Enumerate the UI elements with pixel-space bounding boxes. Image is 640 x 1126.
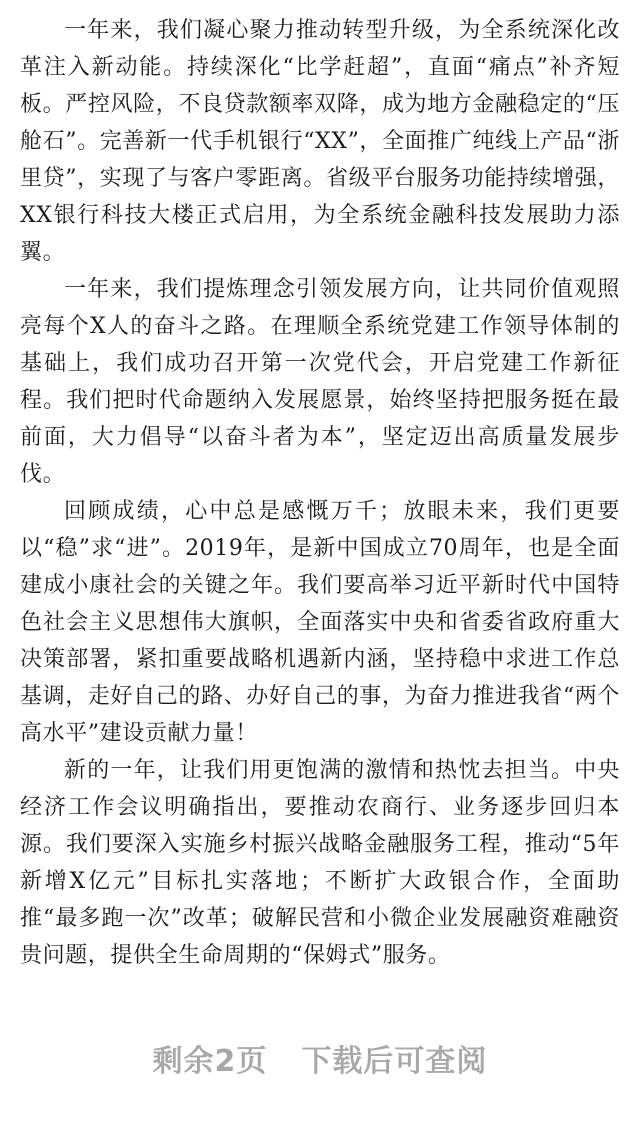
document-body <box>20 12 620 974</box>
paragraph-new-year: 新的一年，让我们用更饱满的激情和热忱去担当。中央经济工作会议明确指出，要推动农商行、业务逐步回归本源。我们要深入实施乡村振兴战略金融服务工程，推动“5年新增X亿元”目标扎实落地；不断扩大政银合作，全面助推“最多跑一次”改革；破解民营和小微企业发展融资难融资贵问题，提供全生命周期的“保姆式”服务。 <box>20 758 620 968</box>
download-hint-label: 下载后可查阅 <box>301 1044 488 1079</box>
paragraph-values: 一年来，我们提炼理念引领发展方向，让共同价值观照亮每个X人的奋斗之路。在理顺全系统党建工作领导体制的基础上，我们成功召开第一次党代会，开启党建工作新征程。我们把时代命题纳入发展愿景，始终坚持把服务挺在最前面，大力倡导“以奋斗者为本”，坚定迈出高质量发展步伐。 <box>20 277 620 487</box>
paragraph-outlook: 回顾成绩，心中总是感慨万千；放眼未来，我们更要以“稳”求“进”。2019年，是新中国成立70周年，也是全面建成小康社会的关键之年。我们要高举习近平新时代中国特色社会主义思想伟大旗帜，全面落实中央和省委省政府重大决策部署，紧扣重要战略机遇新内涵，坚持稳中求进工作总基调，走好自己的路、办好自己的事，为奋力推进我省“两个高水平”建设贡献力量！ <box>20 499 620 746</box>
paragraph-transformation: 一年来，我们凝心聚力推动转型升级，为全系统深化改革注入新动能。持续深化“比学赶超”，直面“痛点”补齐短板。严控风险，不良贷款额率双降，成为地方金融稳定的“压舱石”。完善新一代手机银行“XX”，全面推广纯线上产品“浙里贷”，实现了与客户零距离。省级平台服务功能持续增强，XX银行科技大楼正式启用，为全系统金融科技发展助力添翼。 <box>20 18 620 265</box>
remaining-pages-label: 剩余2页 <box>152 1044 268 1079</box>
download-prompt[interactable] <box>0 1036 640 1080</box>
